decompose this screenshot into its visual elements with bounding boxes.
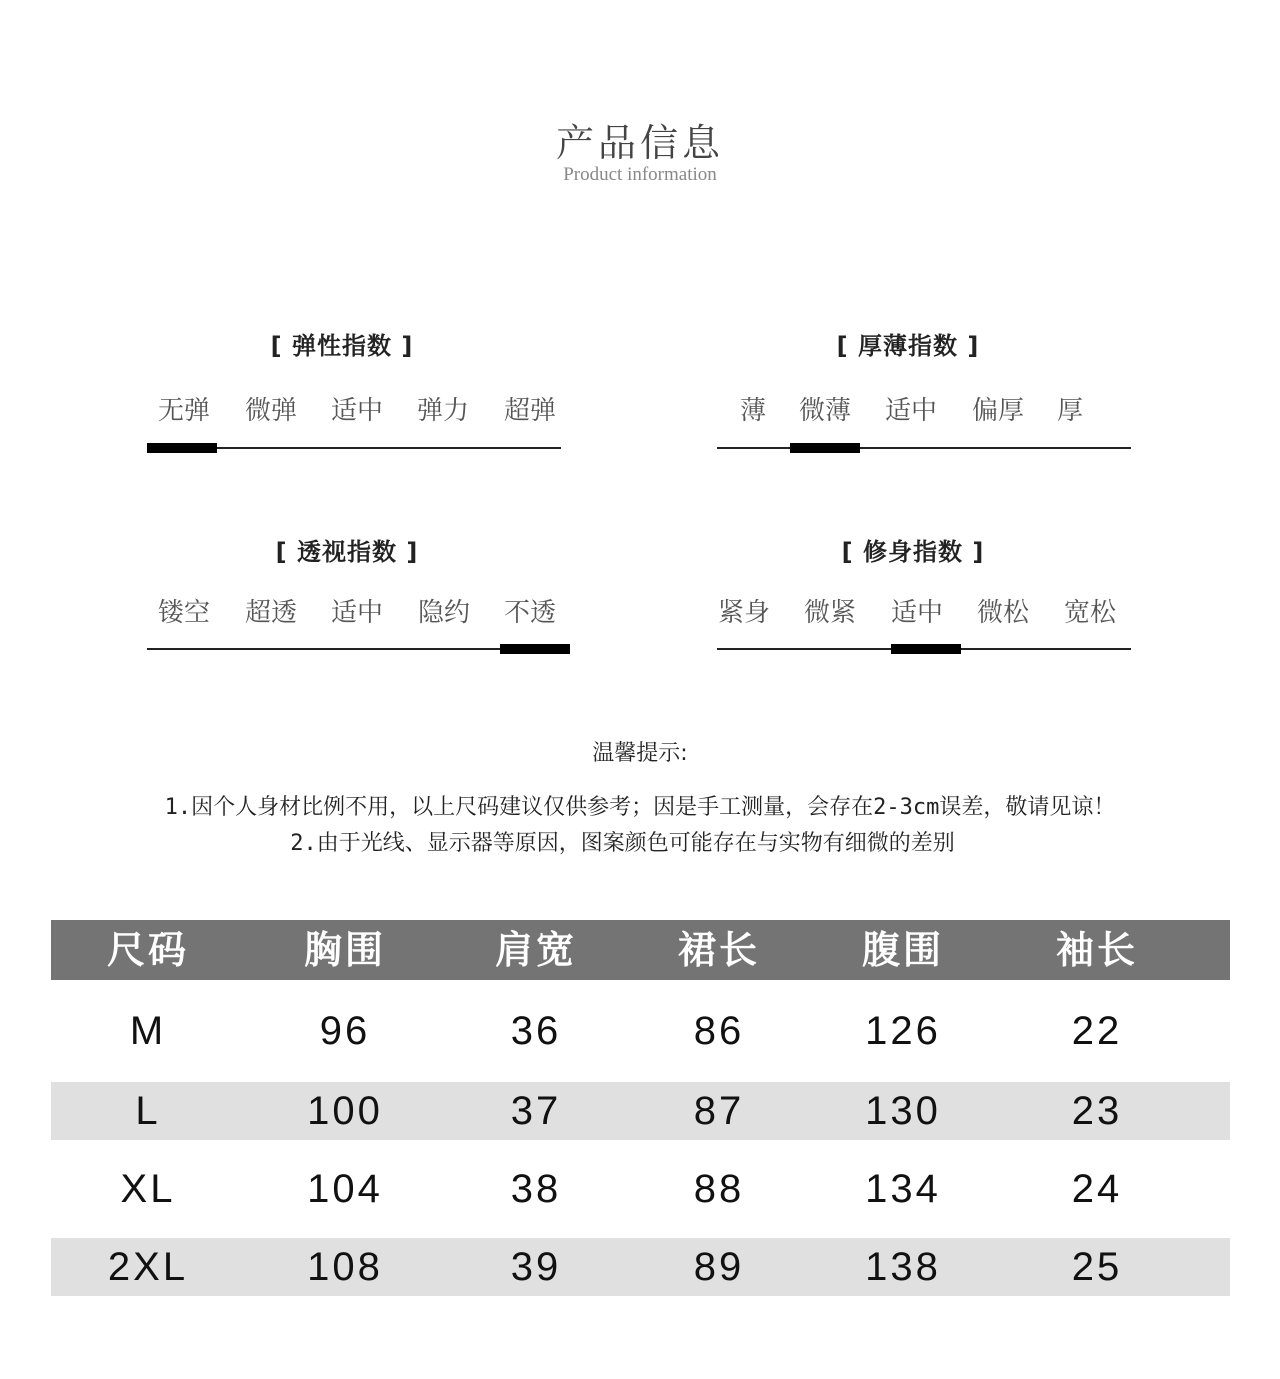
fit-label: 微紧 <box>803 598 856 628</box>
table-cell: 134 <box>865 1167 941 1211</box>
elasticity-label: 微弹 <box>244 396 297 426</box>
thickness-label: 薄 <box>739 396 766 426</box>
transparency-label: 超透 <box>244 598 297 628</box>
table-cell: XL <box>120 1167 176 1211</box>
column-header-sleeve: 袖长 <box>1055 928 1138 972</box>
fit-label: 微松 <box>976 598 1029 628</box>
transparency-label: 镂空 <box>157 598 210 628</box>
column-header-chest: 胸围 <box>303 928 386 972</box>
fit-label: 适中 <box>890 598 943 628</box>
column-header-waist: 腹围 <box>861 928 944 972</box>
table-cell: 38 <box>510 1167 562 1211</box>
column-header-shoulder: 肩宽 <box>494 928 577 972</box>
table-cell: 86 <box>693 1009 745 1053</box>
table-cell: 36 <box>510 1009 562 1053</box>
table-cell: 126 <box>865 1009 941 1053</box>
table-cell: 22 <box>1071 1009 1123 1053</box>
table-cell: 23 <box>1071 1089 1123 1133</box>
table-header-row <box>51 920 1230 980</box>
elasticity-label: 无弹 <box>157 396 210 426</box>
tip-line-1: 1.因个人身材比例不用，以上尺码建议仅供参考；因是手工测量，会存在2-3cm误差，敬请见谅！ <box>164 795 1116 820</box>
thickness-label: 微薄 <box>798 396 851 426</box>
column-header-dress-length: 裙长 <box>677 928 760 972</box>
thickness-label: 厚 <box>1056 396 1083 426</box>
elasticity-label: 超弹 <box>503 396 556 426</box>
fit-label: 紧身 <box>717 598 770 628</box>
transparency-label: 隐约 <box>417 598 470 628</box>
thickness-index-title: [ 厚薄指数 ] <box>836 332 980 360</box>
table-cell: 37 <box>510 1089 562 1133</box>
table-cell: 25 <box>1071 1245 1123 1289</box>
page-title: 产品信息 <box>555 121 724 165</box>
fit-scale-marker <box>891 644 961 654</box>
thickness-label: 偏厚 <box>971 396 1024 426</box>
table-cell: 104 <box>307 1167 383 1211</box>
fit-index-title: [ 修身指数 ] <box>841 538 985 566</box>
table-cell: 138 <box>865 1245 941 1289</box>
transparency-label: 不透 <box>503 598 556 628</box>
table-cell: 96 <box>319 1009 371 1053</box>
page-subtitle: Product information <box>563 164 717 185</box>
thickness-label: 适中 <box>884 396 937 426</box>
table-cell: 108 <box>307 1245 383 1289</box>
thickness-scale-line <box>717 447 1131 449</box>
table-cell: 100 <box>307 1089 383 1133</box>
transparency-index-title: [ 透视指数 ] <box>275 538 419 566</box>
transparency-scale-marker <box>500 644 570 654</box>
table-row <box>51 1082 1230 1140</box>
table-cell: M <box>129 1009 167 1053</box>
elasticity-label: 适中 <box>330 396 383 426</box>
tip-line-2: 2.由于光线、显示器等原因，图案颜色可能存在与实物有细微的差别 <box>290 831 955 856</box>
table-row <box>51 1238 1230 1296</box>
table-cell: 2XL <box>107 1245 189 1289</box>
fit-label: 宽松 <box>1063 598 1116 628</box>
thickness-scale-marker <box>790 443 860 453</box>
table-row <box>51 1002 1230 1060</box>
table-cell: 24 <box>1071 1167 1123 1211</box>
table-cell: 39 <box>510 1245 562 1289</box>
table-cell: 87 <box>693 1089 745 1133</box>
table-cell: 130 <box>865 1089 941 1133</box>
transparency-label: 适中 <box>330 598 383 628</box>
elasticity-index-title: [ 弹性指数 ] <box>270 332 414 360</box>
size-table <box>51 920 1230 1296</box>
elasticity-label: 弹力 <box>416 396 469 426</box>
table-cell: 89 <box>693 1245 745 1289</box>
table-row <box>51 1160 1230 1218</box>
tips-title: 温馨提示: <box>592 741 688 766</box>
column-header-size: 尺码 <box>106 928 189 972</box>
elasticity-scale-marker <box>147 443 217 453</box>
table-cell: 88 <box>693 1167 745 1211</box>
table-cell: L <box>135 1089 161 1133</box>
